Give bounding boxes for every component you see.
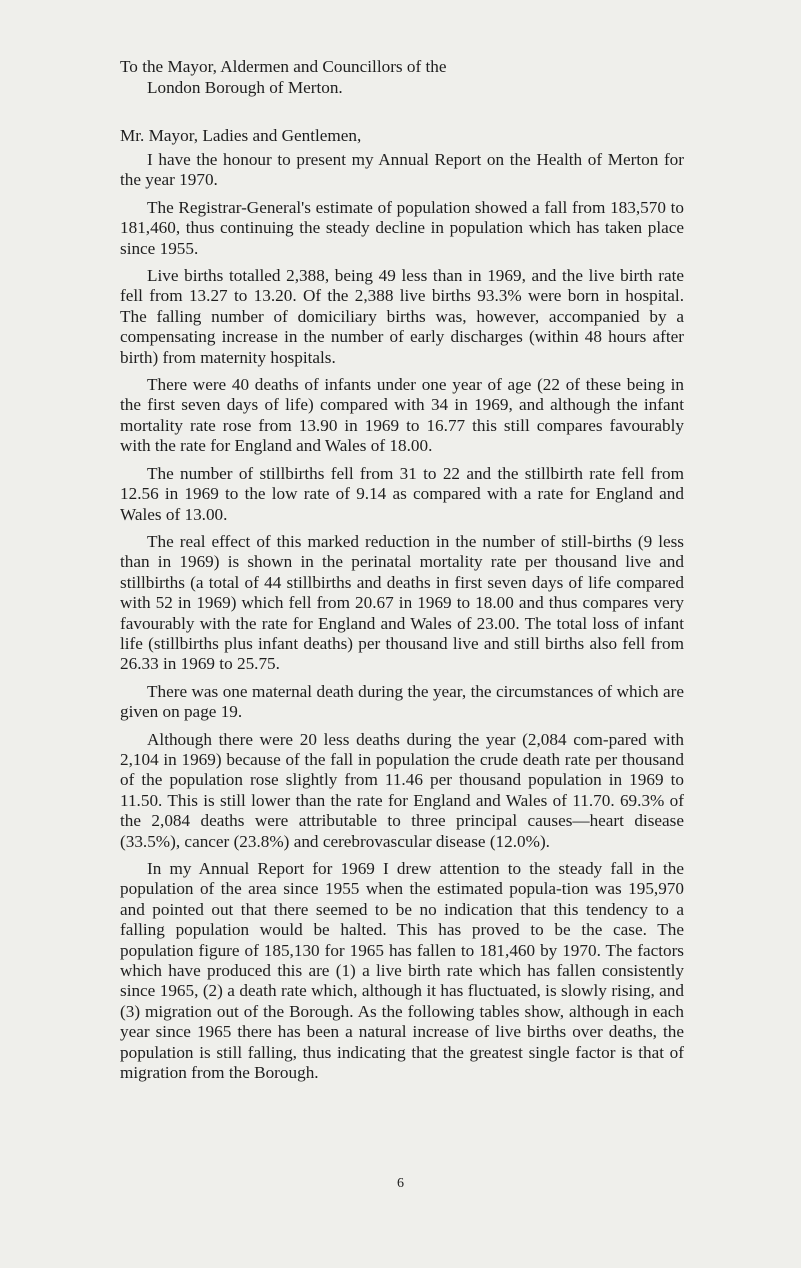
page-number: 6 [397,1176,404,1191]
paragraph-live-births: Live births totalled 2,388, being 49 less than in 1969, and the live birth rate fell from 13.27 to 13.20. Of the 2,388 live births 93.3% were born in hospital. The falling number of domiciliary births was, however, accompanied by a compensating increase in the number of early discharges (within 48 hours after birth) from maternity hospitals. [120,266,684,367]
paragraph-perinatal-mortality: The real effect of this marked reduction in the number of still-births (9 less than in 1969) is shown in the perinatal mortality rate per thousand live and stillbirths (a total of 44 stillbirths and deaths in first seven days of life compared with 52 in 1969) which fell from 20.67 in 1969 to 18.00 and thus compares very favourably with the rate for England and Wales of 23.00. The total loss of infant life (stillbirths plus infant deaths) per thousand live and still births also fell from 26.33 in 1969 to 25.75. [120,531,684,674]
paragraph-stillbirths: The number of stillbirths fell from 31 to 22 and the stillbirth rate fell from 12.56 in 1969 to the low rate of 9.14 as compared with a rate for England and Wales of 13.00. [120,463,684,524]
address-line-2: London Borough of Merton. [147,78,343,97]
paragraph-death-rate: Although there were 20 less deaths during the year (2,084 com-pared with 2,104 in 1969) because of the fall in population the crude death rate per thousand of the population rose slightly from 11.46 per thousand population in 1969 to 11.50. This is still lower than the rate for England and Wales of 11.70. 69.3% of the 2,084 deaths were attributable to three principal causes—heart disease (33.5%), cancer (23.8%) and cerebrovascular disease (12.0%). [120,729,684,851]
paragraph-population-trend: In my Annual Report for 1969 I drew attention to the steady fall in the population of the area since 1955 when the estimated popula-tion was 195,970 and pointed out that there seemed to be no indication that this tendency to a falling population would be halted. This has proved to be the case. The population figure of 185,130 for 1965 has fallen to 181,460 by 1970. The factors which have produced this are (1) a live birth rate which has fallen consistently since 1965, (2) a death rate which, although it has fluctuated, is slowly rising, and (3) migration out of the Borough. As the following tables show, although in each year since 1965 there has been a natural increase of live births over deaths, the population is still falling, thus indicating that the greatest single factor is that of migration from the Borough. [120,859,684,1083]
report-letter [120,56,684,1083]
salutation: Mr. Mayor, Ladies and Gentlemen, [120,126,362,145]
paragraph-intro: I have the honour to present my Annual Report on the Health of Merton for the year 1970. [120,150,684,190]
address-line-1: To the Mayor, Aldermen and Councillors of the [120,57,447,76]
paragraph-maternal-death: There was one maternal death during the year, the circumstances of which are given on page 19. [120,681,684,722]
paragraph-infant-deaths: There were 40 deaths of infants under one year of age (22 of these being in the first seven days of life) compared with 34 in 1969, and although the infant mortality rate rose from 13.90 in 1969 to 16.77 this still compares favourably with the rate for England and Wales of 18.00. [120,375,684,456]
paragraph-population: The Registrar-General's estimate of population showed a fall from 183,570 to 181,460, thus continuing the steady decline in population which has taken place since 1955. [120,197,684,258]
